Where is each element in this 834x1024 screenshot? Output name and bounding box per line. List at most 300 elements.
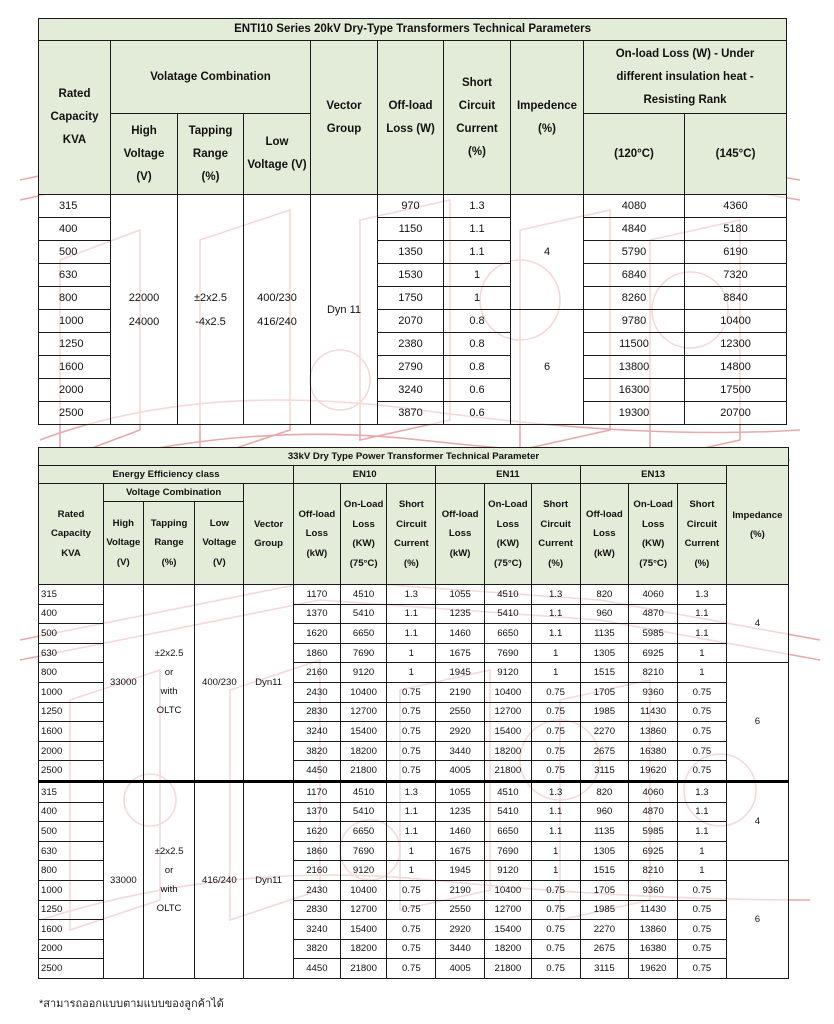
en11-offload-cell: 1235 xyxy=(436,802,485,822)
capacity-cell: 400 xyxy=(39,802,104,822)
en11-offload-cell: 2550 xyxy=(436,702,485,722)
en11-onload-cell: 7690 xyxy=(485,841,532,861)
group-vector-cell: Dyn11 xyxy=(244,585,294,782)
en11-offload-cell: 1460 xyxy=(436,624,485,644)
onload-145-cell: 12300 xyxy=(685,333,787,356)
en10-onload-cell: 21800 xyxy=(340,761,387,782)
en11-short-cell: 1.1 xyxy=(531,802,580,822)
en11-onload-cell: 4510 xyxy=(485,585,532,605)
header-vector-group: Vector Group xyxy=(311,41,378,195)
offload-cell: 2790 xyxy=(378,356,444,379)
en13-onload-cell: 5985 xyxy=(629,624,678,644)
header-en10-short: Short Circuit Current (%) xyxy=(387,484,436,585)
en11-offload-cell: 1945 xyxy=(436,663,485,683)
onload-120-cell: 19300 xyxy=(584,402,685,425)
merged-vector-cell: Dyn 11 xyxy=(311,195,378,425)
en13-offload-cell: 960 xyxy=(580,802,629,822)
en10-onload-cell: 9120 xyxy=(340,861,387,881)
header-en11-short: Short Circuit Current (%) xyxy=(531,484,580,585)
onload-145-cell: 14800 xyxy=(685,356,787,379)
en11-short-cell: 0.75 xyxy=(531,939,580,959)
capacity-cell: 315 xyxy=(39,781,104,802)
en11-offload-cell: 3440 xyxy=(436,939,485,959)
en13-onload-cell: 11430 xyxy=(629,900,678,920)
short-circuit-cell: 0.6 xyxy=(444,379,511,402)
en10-onload-cell: 18200 xyxy=(340,939,387,959)
capacity-cell: 1600 xyxy=(39,722,104,742)
header-impedance: Impedance (%) xyxy=(726,466,788,585)
onload-120-cell: 4080 xyxy=(584,195,685,218)
onload-145-cell: 7320 xyxy=(685,264,787,287)
header-low-voltage: Low Voltage (V) xyxy=(244,114,311,195)
capacity-cell: 1600 xyxy=(39,356,111,379)
capacity-cell: 800 xyxy=(39,663,104,683)
capacity-cell: 630 xyxy=(39,643,104,663)
offload-cell: 3240 xyxy=(378,379,444,402)
en13-onload-cell: 9360 xyxy=(629,682,678,702)
en13-short-cell: 0.75 xyxy=(678,682,727,702)
footnote: *สามารถออกแบบตามแบบของลูกค้าได้ xyxy=(39,998,224,1010)
en13-onload-cell: 8210 xyxy=(629,861,678,881)
en13-short-cell: 0.75 xyxy=(678,702,727,722)
en10-onload-cell: 15400 xyxy=(340,920,387,940)
en13-offload-cell: 1135 xyxy=(580,624,629,644)
table-33kv-parameters xyxy=(38,447,789,979)
capacity-cell: 2500 xyxy=(39,959,104,979)
en11-onload-cell: 6650 xyxy=(485,822,532,842)
en10-short-cell: 0.75 xyxy=(387,959,436,979)
header-short-circuit: Short Circuit Current (%) xyxy=(444,41,511,195)
en13-onload-cell: 16380 xyxy=(629,741,678,761)
en10-onload-cell: 15400 xyxy=(340,722,387,742)
en13-onload-cell: 19620 xyxy=(629,761,678,782)
en13-onload-cell: 16380 xyxy=(629,939,678,959)
capacity-cell: 630 xyxy=(39,841,104,861)
en13-short-cell: 1.1 xyxy=(678,604,727,624)
capacity-cell: 2500 xyxy=(39,402,111,425)
onload-120-cell: 8260 xyxy=(584,287,685,310)
header-en13-offload: Off-load Loss (kW) xyxy=(580,484,629,585)
en11-offload-cell: 2550 xyxy=(436,900,485,920)
capacity-cell: 630 xyxy=(39,264,111,287)
en13-short-cell: 0.75 xyxy=(678,880,727,900)
en11-short-cell: 0.75 xyxy=(531,722,580,742)
short-circuit-cell: 1.1 xyxy=(444,218,511,241)
en11-onload-cell: 15400 xyxy=(485,722,532,742)
capacity-cell: 2000 xyxy=(39,741,104,761)
table2-body xyxy=(39,585,789,979)
en13-short-cell: 1 xyxy=(678,663,727,683)
en10-offload-cell: 2430 xyxy=(294,880,341,900)
en11-offload-cell: 1055 xyxy=(436,781,485,802)
capacity-cell: 1250 xyxy=(39,333,111,356)
offload-cell: 1750 xyxy=(378,287,444,310)
capacity-cell: 2000 xyxy=(39,939,104,959)
en13-onload-cell: 6925 xyxy=(629,643,678,663)
onload-120-cell: 4840 xyxy=(584,218,685,241)
en13-offload-cell: 2675 xyxy=(580,939,629,959)
en13-offload-cell: 2675 xyxy=(580,741,629,761)
impedance-cell: 4 xyxy=(726,585,788,663)
en10-onload-cell: 6650 xyxy=(340,624,387,644)
en10-short-cell: 0.75 xyxy=(387,920,436,940)
en13-onload-cell: 8210 xyxy=(629,663,678,683)
short-circuit-cell: 0.8 xyxy=(444,333,511,356)
header-en13-onload: On-Load Loss (KW) (75°C) xyxy=(629,484,678,585)
en10-short-cell: 0.75 xyxy=(387,682,436,702)
en10-offload-cell: 1170 xyxy=(294,781,341,802)
capacity-cell: 400 xyxy=(39,604,104,624)
offload-cell: 970 xyxy=(378,195,444,218)
en10-short-cell: 1 xyxy=(387,663,436,683)
impedance-cell: 6 xyxy=(726,663,788,782)
short-circuit-cell: 0.8 xyxy=(444,310,511,333)
header-high-voltage: High Voltage (V) xyxy=(111,114,178,195)
en13-short-cell: 0.75 xyxy=(678,939,727,959)
en11-onload-cell: 15400 xyxy=(485,920,532,940)
merged-tapping-cell: ±2x2.5 -4x2.5 xyxy=(178,195,244,425)
en10-offload-cell: 1370 xyxy=(294,604,341,624)
group-vector-cell: Dyn11 xyxy=(244,781,294,978)
en10-short-cell: 0.75 xyxy=(387,939,436,959)
capacity-cell: 400 xyxy=(39,218,111,241)
en10-short-cell: 1 xyxy=(387,861,436,881)
en10-onload-cell: 5410 xyxy=(340,604,387,624)
en11-offload-cell: 1055 xyxy=(436,585,485,605)
table-row xyxy=(39,781,789,802)
capacity-cell: 315 xyxy=(39,195,111,218)
offload-cell: 1150 xyxy=(378,218,444,241)
en13-onload-cell: 9360 xyxy=(629,880,678,900)
en10-offload-cell: 1860 xyxy=(294,841,341,861)
en11-onload-cell: 18200 xyxy=(485,939,532,959)
capacity-cell: 2000 xyxy=(39,379,111,402)
en11-offload-cell: 2920 xyxy=(436,722,485,742)
en11-short-cell: 1.1 xyxy=(531,604,580,624)
onload-145-cell: 5180 xyxy=(685,218,787,241)
en13-short-cell: 1.1 xyxy=(678,802,727,822)
en10-onload-cell: 10400 xyxy=(340,682,387,702)
en13-short-cell: 1.3 xyxy=(678,781,727,802)
en13-short-cell: 0.75 xyxy=(678,741,727,761)
table-row xyxy=(39,585,789,605)
en13-offload-cell: 820 xyxy=(580,585,629,605)
table1-title: ENTI10 Series 20kV Dry-Type Transformers Technical Parameters xyxy=(39,19,787,41)
header-offload-loss: Off-load Loss (W) xyxy=(378,41,444,195)
group-tapping-cell: ±2x2.5 or with OLTC xyxy=(143,585,195,782)
en13-onload-cell: 4870 xyxy=(629,604,678,624)
en10-short-cell: 1.1 xyxy=(387,822,436,842)
en10-short-cell: 0.75 xyxy=(387,702,436,722)
impedence-cell: 6 xyxy=(511,310,584,425)
en10-offload-cell: 4450 xyxy=(294,761,341,782)
en13-offload-cell: 1985 xyxy=(580,702,629,722)
short-circuit-cell: 0.8 xyxy=(444,356,511,379)
onload-120-cell: 6840 xyxy=(584,264,685,287)
en11-short-cell: 1.1 xyxy=(531,822,580,842)
short-circuit-cell: 0.6 xyxy=(444,402,511,425)
offload-cell: 1530 xyxy=(378,264,444,287)
merged-high-cell: 22000 24000 xyxy=(111,195,178,425)
en10-onload-cell: 12700 xyxy=(340,702,387,722)
en11-offload-cell: 1945 xyxy=(436,861,485,881)
onload-120-cell: 11500 xyxy=(584,333,685,356)
header-rated-capacity-2: Rated Capacity KVA xyxy=(39,484,104,585)
onload-145-cell: 17500 xyxy=(685,379,787,402)
en11-short-cell: 0.75 xyxy=(531,900,580,920)
merged-low-cell: 400/230 416/240 xyxy=(244,195,311,425)
en10-onload-cell: 12700 xyxy=(340,900,387,920)
en11-onload-cell: 18200 xyxy=(485,741,532,761)
capacity-cell: 800 xyxy=(39,861,104,881)
en10-offload-cell: 2160 xyxy=(294,663,341,683)
group-low-voltage-cell: 416/240 xyxy=(195,781,244,978)
en13-onload-cell: 4870 xyxy=(629,802,678,822)
offload-cell: 2070 xyxy=(378,310,444,333)
en11-short-cell: 0.75 xyxy=(531,959,580,979)
en11-short-cell: 1 xyxy=(531,643,580,663)
en13-onload-cell: 6925 xyxy=(629,841,678,861)
en11-short-cell: 1.3 xyxy=(531,585,580,605)
en13-onload-cell: 13860 xyxy=(629,920,678,940)
en11-onload-cell: 10400 xyxy=(485,682,532,702)
en11-offload-cell: 4005 xyxy=(436,761,485,782)
header-voltage-combination-2: Voltage Combination xyxy=(104,484,244,502)
impedance-cell: 6 xyxy=(726,861,788,979)
en10-onload-cell: 5410 xyxy=(340,802,387,822)
en11-offload-cell: 4005 xyxy=(436,959,485,979)
en13-offload-cell: 820 xyxy=(580,781,629,802)
table2-title: 33kV Dry Type Power Transformer Technical Parameter xyxy=(39,448,789,466)
en10-short-cell: 0.75 xyxy=(387,880,436,900)
en11-short-cell: 1 xyxy=(531,861,580,881)
capacity-cell: 1000 xyxy=(39,880,104,900)
en13-short-cell: 1 xyxy=(678,643,727,663)
short-circuit-cell: 1.3 xyxy=(444,195,511,218)
en11-onload-cell: 10400 xyxy=(485,880,532,900)
en13-onload-cell: 4060 xyxy=(629,585,678,605)
en13-offload-cell: 1985 xyxy=(580,900,629,920)
en13-short-cell: 0.75 xyxy=(678,920,727,940)
header-energy-efficiency: Energy Efficiency class xyxy=(39,466,294,484)
onload-145-cell: 4360 xyxy=(685,195,787,218)
en10-offload-cell: 3240 xyxy=(294,722,341,742)
capacity-cell: 315 xyxy=(39,585,104,605)
header-rated-capacity: Rated Capacity KVA xyxy=(39,41,111,195)
en10-onload-cell: 4510 xyxy=(340,781,387,802)
group-high-voltage-cell: 33000 xyxy=(104,585,144,782)
header-voltage-combination: Volatage Combination xyxy=(111,41,311,114)
en13-offload-cell: 1305 xyxy=(580,643,629,663)
capacity-cell: 1250 xyxy=(39,900,104,920)
en10-onload-cell: 10400 xyxy=(340,880,387,900)
table-row xyxy=(39,195,787,218)
en13-onload-cell: 13860 xyxy=(629,722,678,742)
en11-short-cell: 0.75 xyxy=(531,880,580,900)
en13-offload-cell: 1705 xyxy=(580,682,629,702)
offload-cell: 3870 xyxy=(378,402,444,425)
header-en10-offload: Off-load Loss (kW) xyxy=(294,484,341,585)
en10-short-cell: 0.75 xyxy=(387,722,436,742)
en10-offload-cell: 1170 xyxy=(294,585,341,605)
en13-short-cell: 1 xyxy=(678,861,727,881)
en11-short-cell: 1.1 xyxy=(531,624,580,644)
en10-short-cell: 1 xyxy=(387,841,436,861)
en13-offload-cell: 960 xyxy=(580,604,629,624)
en11-offload-cell: 3440 xyxy=(436,741,485,761)
header-en11-onload: On-Load Loss (KW) (75°C) xyxy=(485,484,532,585)
short-circuit-cell: 1.1 xyxy=(444,241,511,264)
header-high-voltage-2: High Voltage (V) xyxy=(104,502,144,585)
en13-onload-cell: 5985 xyxy=(629,822,678,842)
onload-120-cell: 9780 xyxy=(584,310,685,333)
en11-offload-cell: 1675 xyxy=(436,643,485,663)
header-en11-offload: Off-load Loss (kW) xyxy=(436,484,485,585)
impedence-cell: 4 xyxy=(511,195,584,310)
en13-short-cell: 1.1 xyxy=(678,624,727,644)
header-en10: EN10 xyxy=(294,466,436,484)
en11-offload-cell: 1235 xyxy=(436,604,485,624)
en13-offload-cell: 2270 xyxy=(580,920,629,940)
en11-offload-cell: 2190 xyxy=(436,880,485,900)
header-tapping-range-2: Tapping Range (%) xyxy=(143,502,195,585)
capacity-cell: 500 xyxy=(39,624,104,644)
en11-onload-cell: 5410 xyxy=(485,802,532,822)
header-tapping-range: Tapping Range (%) xyxy=(178,114,244,195)
en13-onload-cell: 19620 xyxy=(629,959,678,979)
en13-offload-cell: 3115 xyxy=(580,761,629,782)
en11-onload-cell: 9120 xyxy=(485,861,532,881)
en13-short-cell: 0.75 xyxy=(678,900,727,920)
en10-short-cell: 0.75 xyxy=(387,900,436,920)
en13-short-cell: 0.75 xyxy=(678,722,727,742)
en13-short-cell: 1.1 xyxy=(678,822,727,842)
en11-onload-cell: 12700 xyxy=(485,702,532,722)
en10-onload-cell: 6650 xyxy=(340,822,387,842)
header-en13: EN13 xyxy=(580,466,726,484)
capacity-cell: 500 xyxy=(39,241,111,264)
impedance-cell: 4 xyxy=(726,781,788,860)
en11-short-cell: 0.75 xyxy=(531,682,580,702)
en10-short-cell: 1.1 xyxy=(387,604,436,624)
en11-offload-cell: 2920 xyxy=(436,920,485,940)
en11-offload-cell: 1675 xyxy=(436,841,485,861)
en11-short-cell: 0.75 xyxy=(531,761,580,782)
header-120c: (120°C) xyxy=(584,114,685,195)
onload-145-cell: 6190 xyxy=(685,241,787,264)
group-tapping-cell: ±2x2.5 or with OLTC xyxy=(143,781,195,978)
en11-short-cell: 1.3 xyxy=(531,781,580,802)
capacity-cell: 1250 xyxy=(39,702,104,722)
header-vector-group-2: Vector Group xyxy=(244,484,294,585)
header-onload-loss: On-load Loss (W) - Under different insulation heat - Resisting Rank xyxy=(584,41,787,114)
en10-short-cell: 1 xyxy=(387,643,436,663)
en13-offload-cell: 3115 xyxy=(580,959,629,979)
capacity-cell: 1000 xyxy=(39,682,104,702)
capacity-cell: 500 xyxy=(39,822,104,842)
en13-offload-cell: 1305 xyxy=(580,841,629,861)
onload-145-cell: 8840 xyxy=(685,287,787,310)
en11-onload-cell: 6650 xyxy=(485,624,532,644)
en10-short-cell: 1.1 xyxy=(387,624,436,644)
capacity-cell: 1000 xyxy=(39,310,111,333)
en11-onload-cell: 9120 xyxy=(485,663,532,683)
onload-145-cell: 20700 xyxy=(685,402,787,425)
header-en10-onload: On-Load Loss (KW) (75°C) xyxy=(340,484,387,585)
capacity-cell: 800 xyxy=(39,287,111,310)
en13-offload-cell: 2270 xyxy=(580,722,629,742)
en10-onload-cell: 18200 xyxy=(340,741,387,761)
en10-offload-cell: 1620 xyxy=(294,822,341,842)
offload-cell: 1350 xyxy=(378,241,444,264)
header-low-voltage-2: Low Voltage (V) xyxy=(195,502,244,585)
en10-offload-cell: 2160 xyxy=(294,861,341,881)
onload-120-cell: 5790 xyxy=(584,241,685,264)
en11-onload-cell: 5410 xyxy=(485,604,532,624)
en10-onload-cell: 7690 xyxy=(340,841,387,861)
en10-offload-cell: 3820 xyxy=(294,741,341,761)
en10-offload-cell: 2830 xyxy=(294,702,341,722)
header-impedence: Impedence (%) xyxy=(511,41,584,195)
en10-offload-cell: 2430 xyxy=(294,682,341,702)
en11-onload-cell: 7690 xyxy=(485,643,532,663)
en13-onload-cell: 4060 xyxy=(629,781,678,802)
en11-onload-cell: 12700 xyxy=(485,900,532,920)
en10-onload-cell: 9120 xyxy=(340,663,387,683)
en13-short-cell: 0.75 xyxy=(678,761,727,782)
en10-offload-cell: 3240 xyxy=(294,920,341,940)
en10-offload-cell: 4450 xyxy=(294,959,341,979)
group-low-voltage-cell: 400/230 xyxy=(195,585,244,782)
table-20kv-parameters xyxy=(38,18,787,425)
en11-short-cell: 1 xyxy=(531,841,580,861)
en11-onload-cell: 4510 xyxy=(485,781,532,802)
en10-short-cell: 1.3 xyxy=(387,781,436,802)
en10-offload-cell: 1860 xyxy=(294,643,341,663)
table1-body xyxy=(39,195,787,425)
en11-offload-cell: 1460 xyxy=(436,822,485,842)
en10-short-cell: 0.75 xyxy=(387,741,436,761)
header-en13-short: Short Circuit Current (%) xyxy=(678,484,727,585)
short-circuit-cell: 1 xyxy=(444,287,511,310)
en13-offload-cell: 1135 xyxy=(580,822,629,842)
en10-short-cell: 1.1 xyxy=(387,802,436,822)
onload-120-cell: 13800 xyxy=(584,356,685,379)
en11-offload-cell: 2190 xyxy=(436,682,485,702)
en10-short-cell: 1.3 xyxy=(387,585,436,605)
en13-onload-cell: 11430 xyxy=(629,702,678,722)
header-en11: EN11 xyxy=(436,466,580,484)
en11-onload-cell: 21800 xyxy=(485,959,532,979)
en10-offload-cell: 2830 xyxy=(294,900,341,920)
en10-short-cell: 0.75 xyxy=(387,761,436,782)
en11-short-cell: 1 xyxy=(531,663,580,683)
capacity-cell: 2500 xyxy=(39,761,104,782)
short-circuit-cell: 1 xyxy=(444,264,511,287)
en10-offload-cell: 1370 xyxy=(294,802,341,822)
en13-offload-cell: 1705 xyxy=(580,880,629,900)
en13-offload-cell: 1515 xyxy=(580,861,629,881)
en11-short-cell: 0.75 xyxy=(531,920,580,940)
onload-145-cell: 10400 xyxy=(685,310,787,333)
en13-short-cell: 1 xyxy=(678,841,727,861)
en10-onload-cell: 7690 xyxy=(340,643,387,663)
capacity-cell: 1600 xyxy=(39,920,104,940)
en10-offload-cell: 3820 xyxy=(294,939,341,959)
en13-short-cell: 0.75 xyxy=(678,959,727,979)
en10-onload-cell: 21800 xyxy=(340,959,387,979)
en13-offload-cell: 1515 xyxy=(580,663,629,683)
